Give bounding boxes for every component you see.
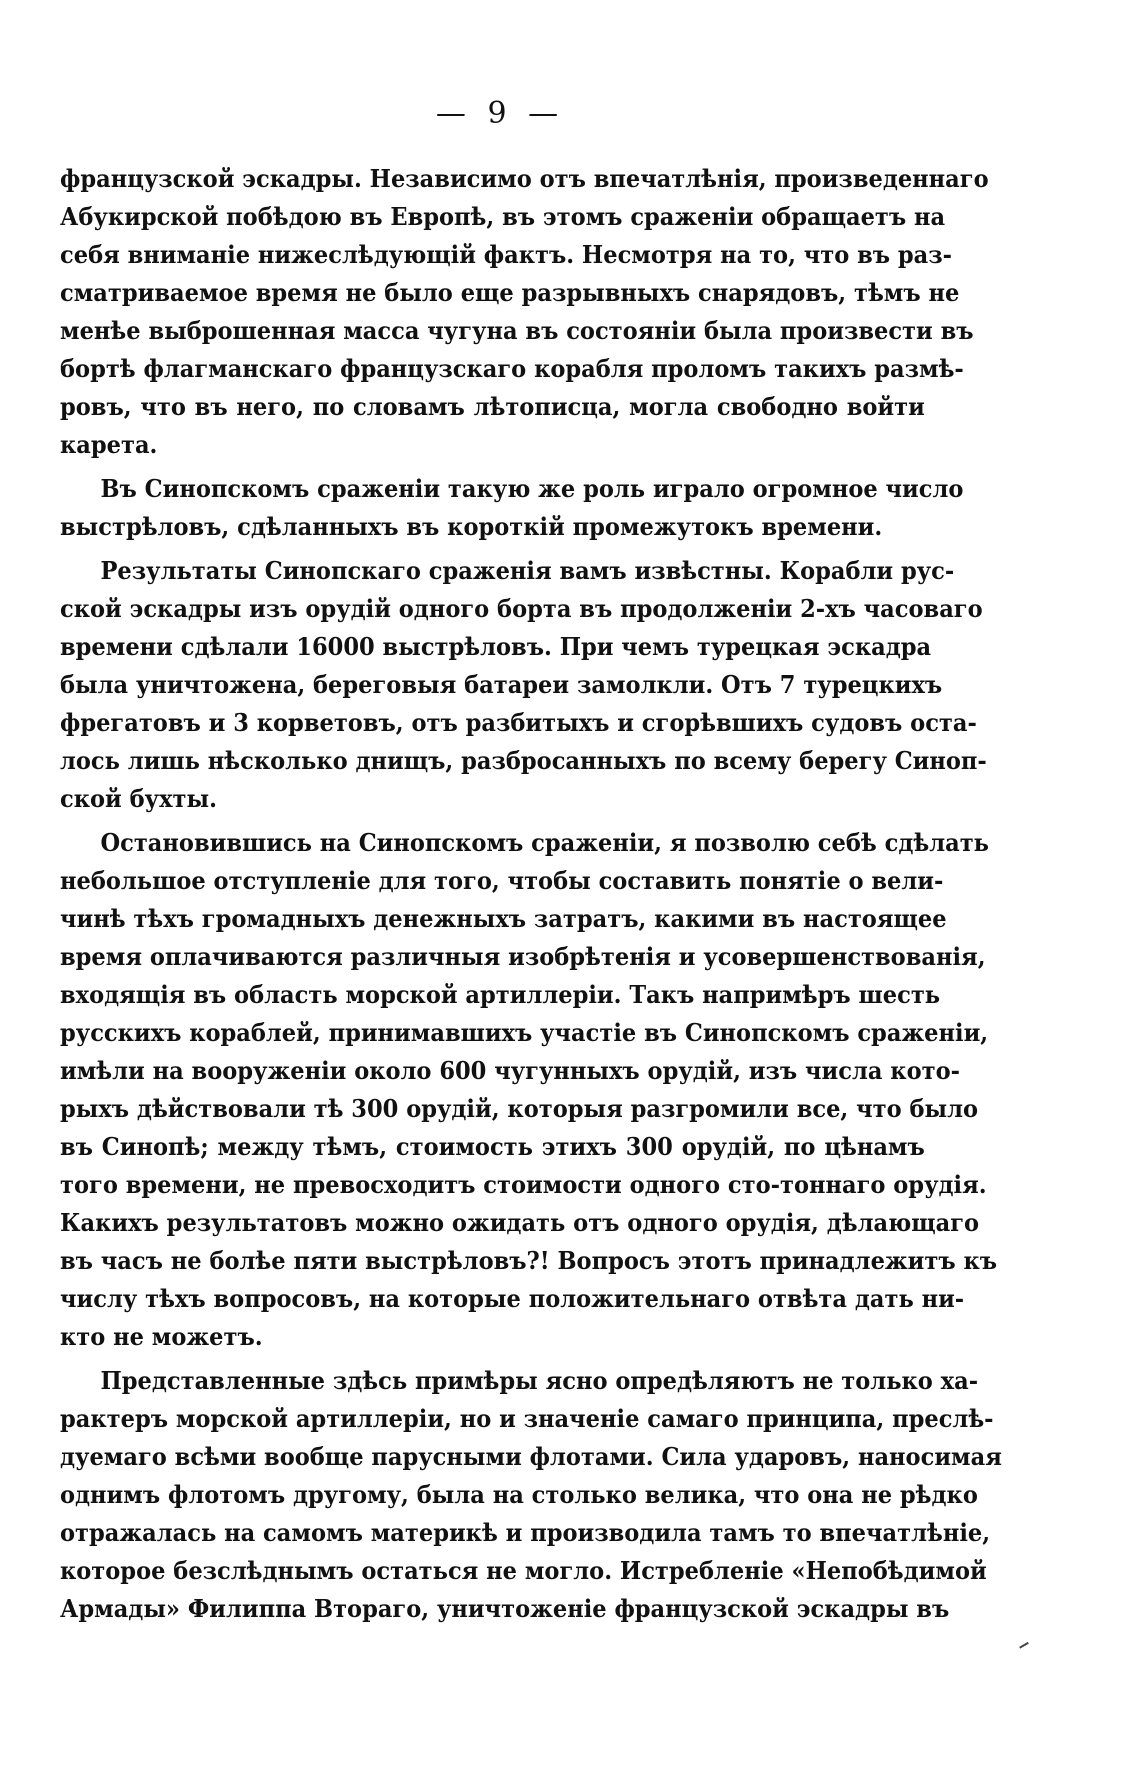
text-line: кто не можетъ. — [60, 1322, 263, 1351]
text-line: отражалась на самомъ материкѣ и производила тамъ то впечатлѣніе, — [60, 1518, 991, 1547]
paragraph — [60, 1362, 1002, 1628]
text-line: лось лишь нѣсколько днищъ, разбросанныхъ по всему берегу Синоп- — [60, 746, 987, 775]
text-line: Въ Синопскомъ сраженіи такую же роль играло огромное число — [100, 474, 964, 503]
text-line: рыхъ дѣйствовали тѣ 300 орудій, которыя разгромили все, что было — [60, 1094, 979, 1123]
print-speck — [1019, 1642, 1031, 1652]
text-line: французской эскадры. Независимо отъ впечатлѣнія, произведеннаго — [60, 164, 989, 193]
text-line: однимъ флотомъ другому, была на столько велика, что она не рѣдко — [60, 1480, 978, 1509]
text-line: того времени, не превосходитъ стоимости одного сто-тоннаго орудія. — [60, 1170, 987, 1199]
text-line: чинѣ тѣхъ громадныхъ денежныхъ затратъ, какими въ настоящее — [60, 904, 947, 933]
text-line: которое безслѣднымъ остаться не могло. Истребленіе «Непобѣдимой — [60, 1556, 987, 1585]
text-line: выстрѣловъ, сдѣланныхъ въ короткій промежутокъ времени. — [60, 512, 883, 541]
paragraph — [60, 824, 998, 1356]
paragraph — [60, 470, 964, 546]
text-line: дуемаго всѣми вообще парусными флотами. Сила ударовъ, наносимая — [60, 1442, 1002, 1471]
text-line: ровъ, что въ него, по словамъ лѣтописца, могла свободно войти — [60, 392, 925, 421]
paragraph — [60, 160, 989, 464]
text-line: Какихъ результатовъ можно ожидать отъ одного орудія, дѣлающаго — [60, 1208, 980, 1237]
text-line: русскихъ кораблей, принимавшихъ участіе въ Синопскомъ сраженіи, — [60, 1018, 989, 1047]
text-line: менѣе выброшенная масса чугуна въ состояніи была произвести въ — [60, 316, 974, 345]
text-line: времени сдѣлали 16000 выстрѣловъ. При чемъ турецкая эскадра — [60, 632, 932, 661]
text-line: бортѣ флагманскаго французскаго корабля проломъ такихъ размѣ- — [60, 354, 964, 383]
text-line: себя вниманіе нижеслѣдующій фактъ. Несмотря на то, что въ раз- — [60, 240, 953, 269]
text-line: Абукирской побѣдою въ Европѣ, въ этомъ сраженіи обращаетъ на — [60, 202, 946, 231]
text-line: Представленные здѣсь примѣры ясно опредѣляютъ не только ха- — [100, 1366, 979, 1395]
text-line: Армады» Филиппа Втораго, уничтоженіе французской эскадры въ — [60, 1594, 950, 1623]
text-line: сматриваемое время не было еще разрывныхъ снарядовъ, тѣмъ не — [60, 278, 960, 307]
text-line: Остановившись на Синопскомъ сраженіи, я позволю себѣ сдѣлать — [100, 828, 989, 857]
text-line: время оплачиваются различныя изобрѣтенія и усовершенствованія, — [60, 942, 986, 971]
text-line: входящія въ область морской артиллеріи. Такъ напримѣръ шесть — [60, 980, 941, 1009]
text-line: ской эскадры изъ орудій одного борта въ продолженіи 2-хъ часоваго — [60, 594, 983, 623]
text-line: имѣли на вооруженіи около 600 чугунныхъ орудій, изъ числа кото- — [60, 1056, 960, 1085]
paragraph — [60, 552, 987, 818]
text-line: числу тѣхъ вопросовъ, на которые положительнаго отвѣта дать ни- — [60, 1284, 965, 1313]
text-line: ской бухты. — [60, 784, 217, 813]
body-text — [60, 160, 1002, 1628]
text-line: въ Синопѣ; между тѣмъ, стоимость этихъ 300 орудій, по цѣнамъ — [60, 1132, 925, 1161]
text-line: карета. — [60, 430, 158, 459]
page-number: — 9 — — [435, 96, 565, 131]
text-line: Результаты Синопскаго сраженія вамъ извѣстны. Корабли рус- — [100, 556, 955, 585]
text-line: рактеръ морской артиллеріи, но и значеніе самаго принципа, преслѣ- — [60, 1404, 994, 1433]
text-line: была уничтожена, береговыя батареи замолкли. Отъ 7 турецкихъ — [60, 670, 943, 699]
text-line: фрегатовъ и 3 корветовъ, отъ разбитыхъ и сгорѣвшихъ судовъ оста- — [60, 708, 977, 737]
text-line: въ часъ не болѣе пяти выстрѣловъ?! Вопросъ этотъ принадлежитъ къ — [60, 1246, 998, 1275]
text-line: небольшое отступленіе для того, чтобы составить понятіе о вели- — [60, 866, 944, 895]
